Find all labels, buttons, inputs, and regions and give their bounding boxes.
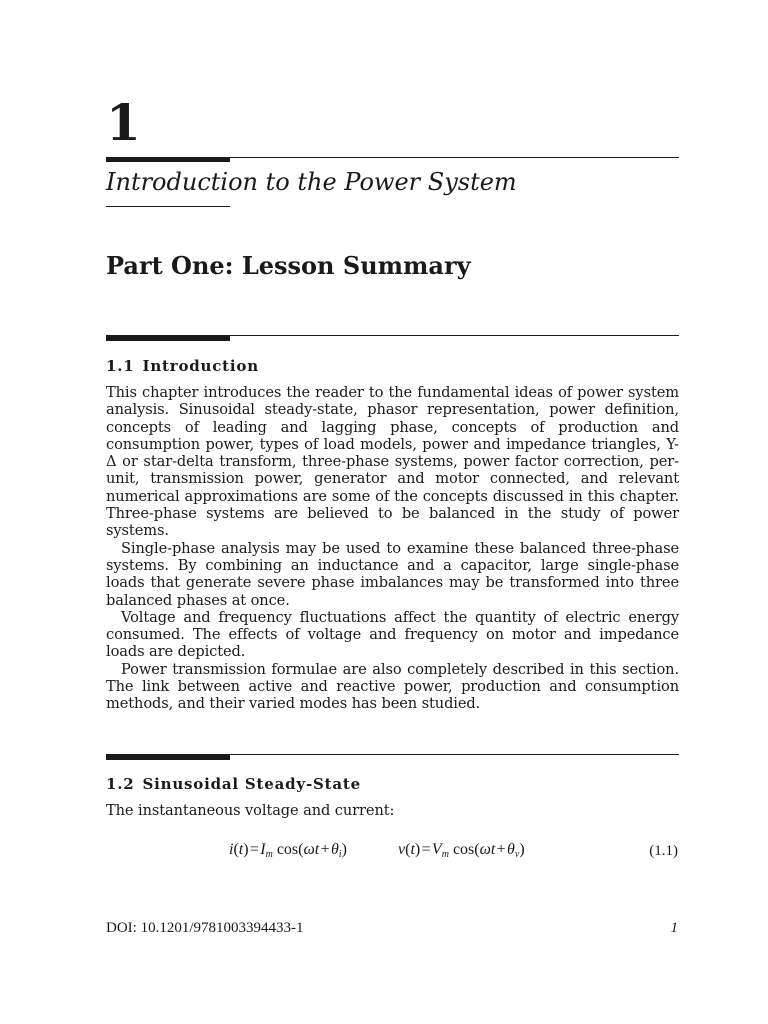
paragraph: This chapter introduces the reader to the fundamental ideas of power system analysis. Sinusoidal steady-state, phasor representation, power definition, concepts of leading and lagging phase, concepts of production and consumption power, types of load models, power and impedance triangles, Y-Δ or star-delta transform, three-phase systems, power factor correction, per-unit, transmission power, generator and motor connected, and relevant numerical approximations are some of the concepts discussed in this chapter. Three-phase systems are believed to be balanced in the study of power systems. (106, 384, 679, 540)
chapter-number: 1 (106, 93, 141, 152)
chapter-rule-thin (106, 157, 679, 158)
eq-symbol: ω (303, 841, 315, 858)
eq-symbol: v (398, 841, 406, 858)
section-number: 1.1 (106, 357, 135, 375)
eq-subscript: m (441, 849, 449, 860)
section-title: Sinusoidal Steady-State (142, 775, 361, 793)
paragraph: The instantaneous voltage and current: (106, 802, 395, 819)
equation-current: i(t) = $I_m$ cos(ωt + $\theta_i$) (229, 841, 347, 860)
page-number: 1 (670, 920, 678, 936)
eq-symbol: t (490, 841, 496, 858)
section-rule-thick (106, 336, 230, 341)
doi-footer: DOI: 10.1201/9781003394433-1 (106, 920, 304, 936)
section-title: Introduction (142, 357, 259, 375)
eq-subscript: v (514, 849, 520, 860)
equation-number: (1.1) (649, 843, 678, 859)
paragraph: Voltage and frequency fluctuations affect the quantity of electric energy consumed. The effects of voltage and frequency on motor and impedance loads are depicted. (106, 608, 679, 661)
section-rule-thick (106, 755, 230, 760)
paragraph: Power transmission formulae are also completely described in this section. The link between active and reactive power, production and consumption methods, and their varied modes has been studied. (106, 660, 679, 713)
eq-symbol: θ (330, 841, 339, 858)
section-body-1-1 (106, 384, 679, 713)
eq-symbol: i (229, 841, 234, 858)
section-number: 1.2 (106, 775, 135, 793)
eq-symbol: ω (479, 841, 491, 858)
eq-function: cos (452, 841, 475, 858)
eq-symbol: t (314, 841, 320, 858)
eq-symbol: θ (507, 841, 515, 858)
eq-symbol: V (431, 841, 442, 858)
chapter-title-underline (106, 206, 230, 207)
eq-subscript: m (265, 849, 273, 860)
section-heading-1-1 (106, 359, 259, 374)
section-heading-1-2 (106, 777, 361, 792)
eq-symbol: t (410, 841, 415, 858)
chapter-title: Introduction to the Power System (106, 168, 517, 196)
part-title: Part One: Lesson Summary (106, 251, 471, 280)
paragraph: Single-phase analysis may be used to examine these balanced three-phase systems. By combining an inductance and a capacitor, large single-phase loads that generate severe phase imbalances may be transformed into three balanced phases at once. (106, 539, 679, 609)
equation-voltage: v(t) = $V_m$ cos(ωt + $\theta_v$) (398, 841, 525, 860)
eq-subscript: i (338, 849, 342, 860)
section-body-1-2 (106, 802, 679, 819)
eq-symbol: I (260, 841, 266, 858)
eq-symbol: t (238, 841, 244, 858)
eq-function: cos (276, 841, 299, 858)
